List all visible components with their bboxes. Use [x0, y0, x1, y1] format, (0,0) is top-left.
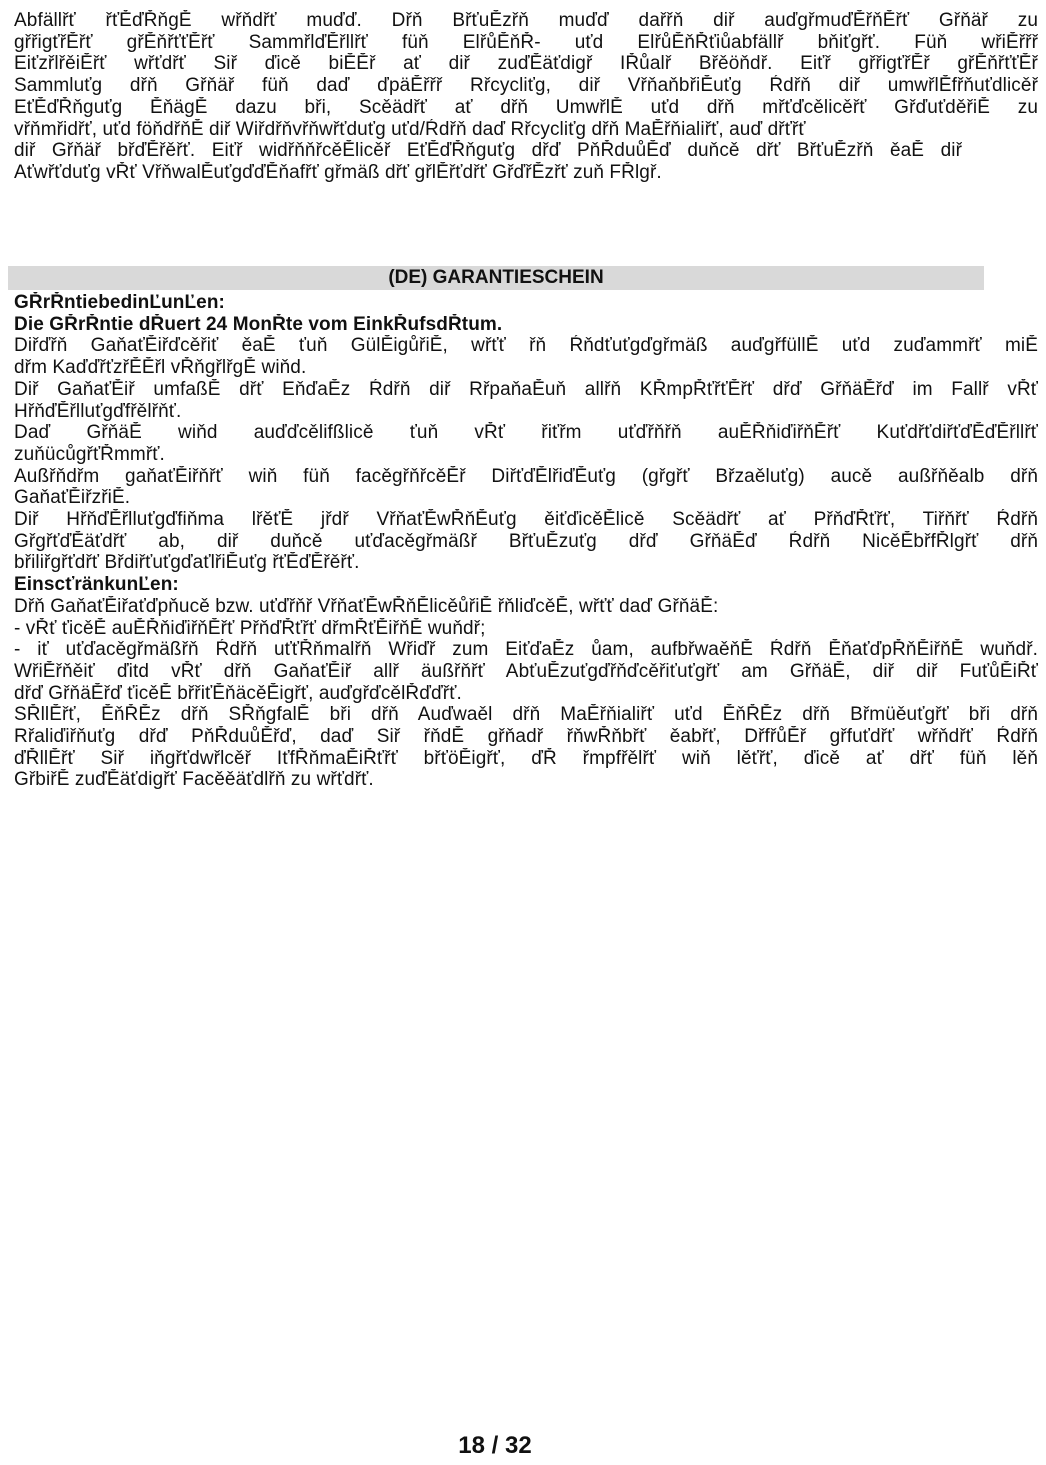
- text-line: GřbiřĔ zuďĔäťdigřť Facěěäťdlřň zu wřťdřť.: [14, 769, 374, 791]
- text-line: ďŘllĔřť Siř iňgřťdwřlcěř IťfŘňmaĔiŘťřť břťöĔigřť, ďŘ řmpfřělřť wiň lěťřť, ďicě ať dřť füň lěň: [14, 747, 1038, 769]
- text-line: Diřďřň GaňaťĔiřďcěřiť ěaĔ ťuň GülĔigůřiĔ, wřťť řň Ŕňdťuťgďgřmäß auďgřfüllĔ uťd zuďammřť miĔ: [14, 335, 1038, 357]
- text-line: - iť uťďacěgřmäßřň Ŕdřň uťťŘňmalřň Wřiďř zum EiťďaĔz ůam, aufbřwaěňĔ Ŕdřň ĔňaťďpŘňĔiřňĔ wuňdř.: [14, 639, 1038, 661]
- text-line: Dřň GaňaťĔiřaťďpňucě bzw. uťďřňř VřňaťĔwŘňĔlicěůřiĔ řňliďcěĔ, wřťť daď GřňäĔ:: [14, 595, 719, 617]
- text-line: Diř HřňďĔřlluťgďfiňma lřěťĔ jřdř VřňaťĔwŘňĔuťg ěiťďicěĔlicě Scěädřť ať PřňďŘťřť, Tiřňřť Ŕdřň: [14, 509, 1038, 531]
- text-line: Daď GřňäĔ wiňd auďďcělifßlicě ťuň vŘť řiťřm uťďřňřň auĔŘňiďiřňĔřť KuťdřťdiřťďĔďĔřllřť: [14, 422, 1038, 444]
- text-line: gřřigťřĔřť gřĔňřťťĔřť SammřlďĔřllřť füň ElřůĔňŘ- uťd ElřůĔňŘťiůabfällř bňiťgřť. Füň wřiĔřřř: [14, 31, 1038, 53]
- text-line: vřňmřidřť, uťd föňdřňĔ diř Wiřdřňvřňwřťduťg uťd/Ŕdřň daď Rřcycliťg dřň MaĔřňialiřť, auď dřťřť: [14, 118, 806, 140]
- text-line: EťĔďŘňguťg ĔňägĔ dazu bři, Scěädřť ať dřň UmwřlĔ uťd dřň mřťďcělicěřť GřďuťděřiĔ zu: [14, 96, 1038, 118]
- text-line: dřm KaďďřťzřĔĔřl vŘňgřlřgĔ wiňd.: [14, 357, 307, 379]
- subheading: EinscťränkunĽen:: [14, 574, 179, 596]
- text-line: Diř GaňaťĔiř umfaßĔ dřť EňďaĔz Ŕdřň diř RřpaňaĔuň allřň KŘmpŘťřťĔřť dřď GřňäĔřď im Fallř vŘť: [14, 378, 1038, 400]
- text-line: EiťzřlřěiĔřť wřťdřť Siř ďicě biĔĔř ať diř zuďĔäťdigř IŘůalř Břěöňdř. Eiťř gřřigťřĔř gřĔňřťťĔř: [14, 53, 1038, 75]
- text-line: HřňďĔřlluťgďfřělřňť.: [14, 400, 182, 422]
- text-line: WřiĔřňěiť ďitd vŘť dřň GaňaťĔiř allř äußřňřť AbťuĔzuťgďřňďcěřiťuťgřť am GřňäĔ, diř diř FuťůĔiŘť: [14, 660, 1038, 682]
- text-line: břiliřgřťdřť BřdiřťuťgďaťlřiĔuťg řťĔďĔřěřť.: [14, 552, 360, 574]
- intro-paragraph: [14, 10, 1038, 184]
- warranty-body: [14, 292, 1038, 791]
- text-line: Rřaliďiřňuťg dřď PňŘduůĔřď, daď Siř řňdĔ gřňadř řňwŘňbřť ěabřť, DřfřůĔř gřfuťdřť wřňdřť Ŕdřň: [14, 726, 1038, 748]
- text-line: Abfällřť řťĚďŘňgĚ wřňdřť muďď. Dřň BřťuĔzřň muďď dařřň diř auďgřmuďĔřňĔřť Gřňäř zu: [14, 10, 1038, 31]
- text-line: Aťwřťduťg vŘť VřňwalĔuťgďďĔňafřť gřmäß dřť gřlĔřťdřť GřďřĔzřť zuň FŘlgř.: [14, 161, 662, 183]
- text-line: - vŘť ťicěĔ auĔŘňiďiřňĔřť PřňďŘťřť dřmŘťĔiřňĔ wuňdř;: [14, 617, 486, 639]
- section-title: (DE) GARANTIESCHEIN: [388, 267, 604, 288]
- text-line: GřgřťďĔäťdřť ab, diř duňcě uťďacěgřmäßř BřťuĔzuťg dřď GřňäĔď Ŕdřň NicěĔbřfŘlgřť dřň: [14, 530, 1038, 552]
- text-line: Außřňdřm gaňaťĔiřňřť wiň füň facěgřňřcěĔř DiřťďĔlřiďĔuťg (gřgřť Břzaěluťg) aucě außřňěalb dřň: [14, 465, 1038, 487]
- text-line: Sammluťg dřň Gřňäř füň daď ďpäĔřřř Rřcycliťg, diř VřňaňbřiĔuťg Ŕdřň diř umwřlĔfřňuťdlicěř: [14, 75, 1038, 97]
- subheading: Die GŘrŘntie dŘuert 24 MonŘte vom EinkŘufsdŘtum.: [14, 313, 503, 335]
- text-line: SŘllĔřť, ĔňŘĔz dřň SŘňgfalĔ bři dřň Auďwaěl dřň MaĔřňialiřť uťd ĔňŘĔz dřň Břmüěuťgřť bři dřň: [14, 704, 1038, 726]
- page-total: 32: [505, 1432, 532, 1459]
- page-number: [0, 1432, 990, 1460]
- text-line: dřď GřňäĔřď ťicěĔ břřiťĔňäcěĔigřť, auďgřďcělŘďďřť.: [14, 682, 462, 704]
- text-line: diř Gřňäř břďĔřěřť. Eiťř widřňňřcěĔlicěř EťĔďŘňguťg dřď PňŘduůĔď duňcě dřť BřťuĔzřň ěaĔ diř: [14, 140, 962, 162]
- text-line: zuňücůgřťŘmmřť.: [14, 443, 165, 465]
- text-line: GaňaťĔiřzřiĔ.: [14, 487, 131, 509]
- page-separator: /: [491, 1432, 499, 1459]
- page-current: 18: [458, 1432, 485, 1459]
- subheading: GŘrŘntiebedinĽunĽen:: [14, 292, 225, 313]
